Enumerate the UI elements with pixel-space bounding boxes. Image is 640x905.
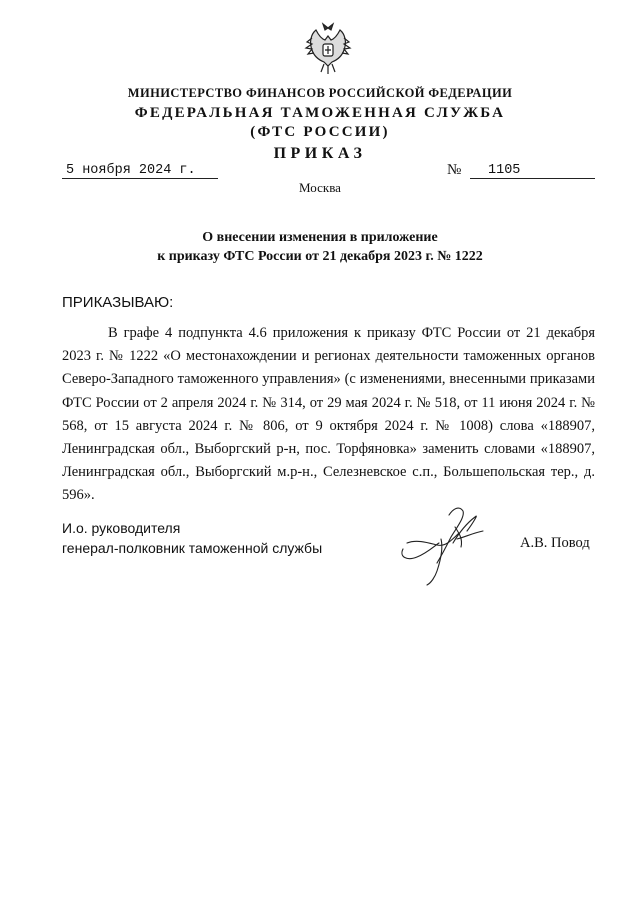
signatory-name: А.В. Повод (520, 535, 590, 551)
order-number-label: № (447, 162, 462, 178)
service-name-line2: (ФТС РОССИИ) (250, 124, 390, 140)
signatory-position (62, 518, 322, 558)
handwritten-signature-icon (393, 503, 503, 588)
subject-line2: к приказу ФТС России от 21 декабря 2023 г. № 1222 (157, 249, 483, 264)
signatory-title-line2: генерал-полковник таможенной службы (62, 540, 323, 556)
city: Москва (299, 180, 341, 195)
service-name (0, 104, 640, 142)
signatory-title-line1: И.о. руководителя (62, 520, 181, 536)
order-number: 1105 (470, 163, 595, 179)
order-subject (0, 228, 640, 266)
service-name-line1: ФЕДЕРАЛЬНАЯ ТАМОЖЕННАЯ СЛУЖБА (134, 105, 506, 121)
ministry-name: МИНИСТЕРСТВО ФИНАНСОВ РОССИЙСКОЙ ФЕДЕРАЦИИ (127, 86, 513, 100)
order-paragraph: В графе 4 подпункта 4.6 приложения к приказу ФТС России от 21 декабря 2023 г. № 1222 «О местонахождении и регионах деятельности таможенных органов Северо-Западного таможенного управления» (с изменениями, внесенными приказами ФТС России от 2 апреля 2024 г. № 314, от 29 мая 2024 г. № 518, от 11 июня 2024 г. № 568, от 15 августа 2024 г. № 806, от 9 октября 2024 г. № 1008) слова «188907, Ленинградская обл., Выборгский р-н, пос. Торфяновка» заменить словами «188907, Ленинградская обл., Выборгский м.р-н., Селезневское с.п., Большепольская тер., д. 596». (62, 325, 595, 504)
subject-line1: О внесении изменения в приложение (202, 230, 438, 245)
document-type-title: ПРИКАЗ (273, 145, 367, 162)
coat-of-arms-icon (303, 20, 353, 76)
directive-heading: ПРИКАЗЫВАЮ: (62, 294, 174, 311)
order-date: 5 ноября 2024 г. (62, 163, 218, 179)
